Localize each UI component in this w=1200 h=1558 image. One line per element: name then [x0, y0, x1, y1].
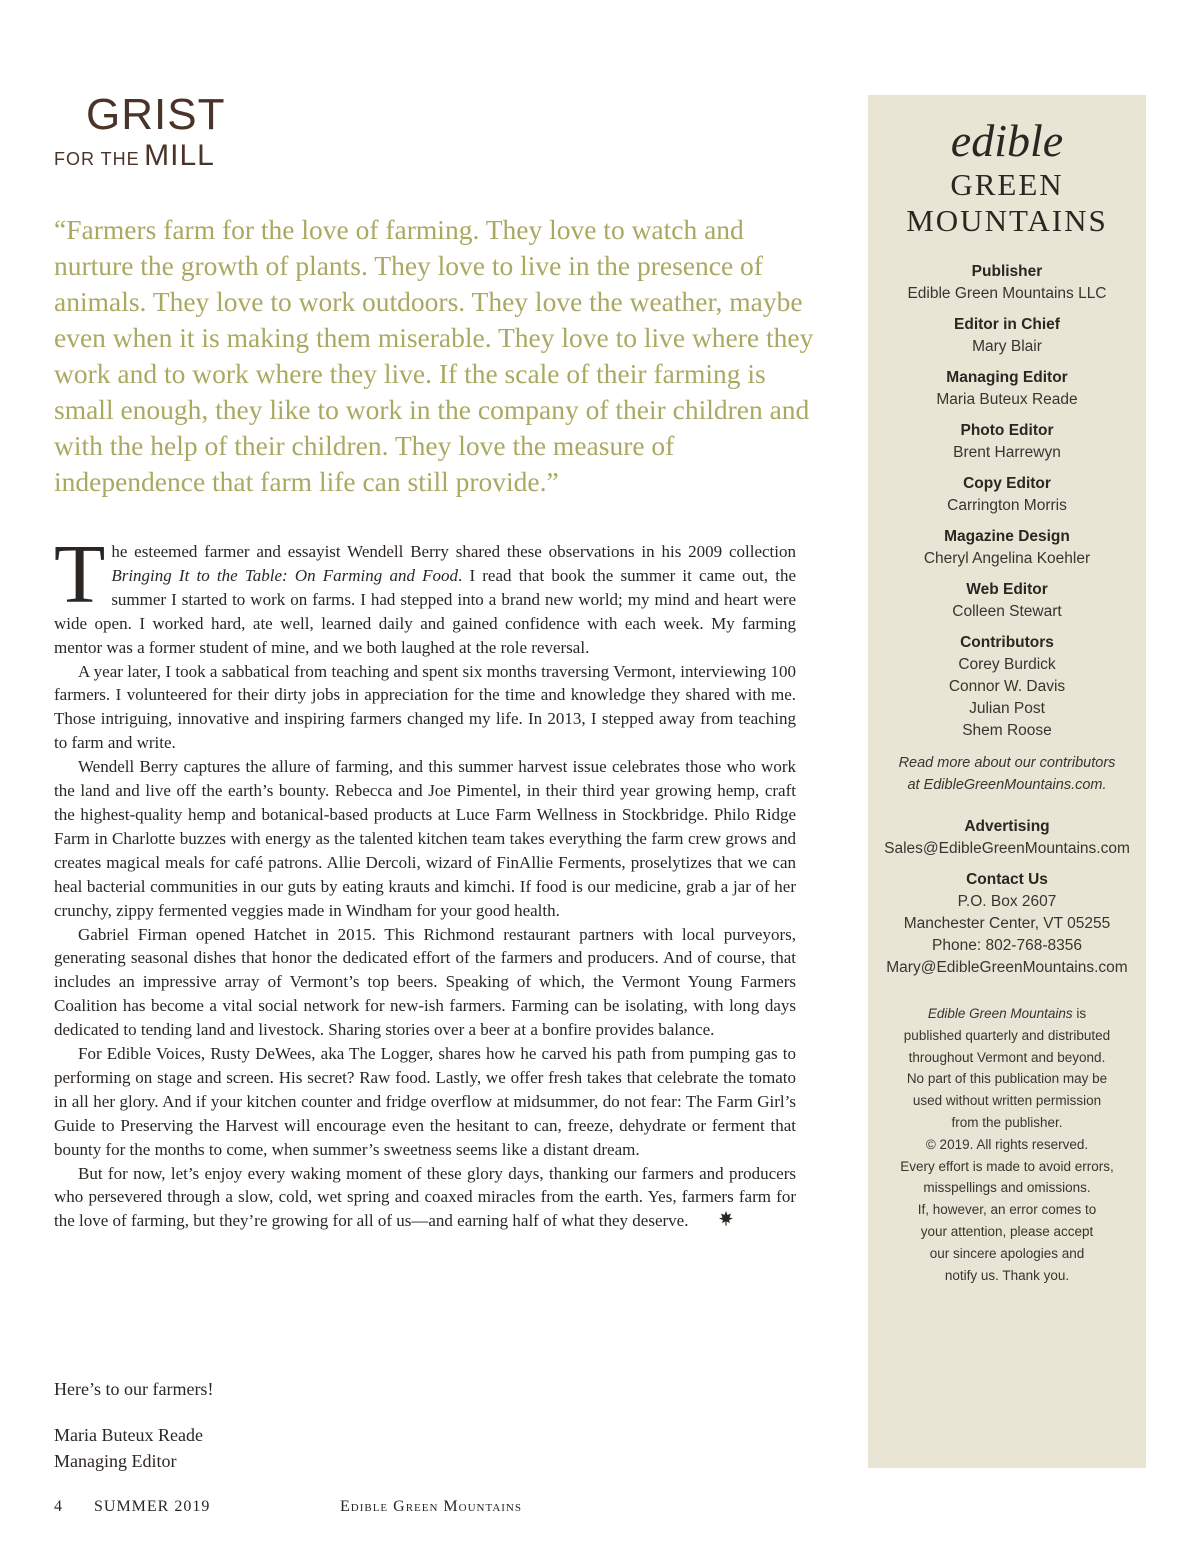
staff-role [868, 314, 1146, 358]
section-subtitle [54, 136, 215, 181]
contact-block [868, 869, 1146, 979]
staff-role [868, 473, 1146, 517]
staff-role [868, 579, 1146, 623]
masthead-green: GREEN [950, 167, 1064, 202]
magazine-name: Edible Green Mountains [340, 1498, 522, 1515]
paragraph-6 [54, 1162, 796, 1234]
paragraph-1 [54, 528, 796, 660]
disclaimer-line: misspellings and omissions. [923, 1180, 1091, 1196]
page-footer [54, 1498, 754, 1522]
contributors-note-link[interactable]: at EdibleGreenMountains.com. [907, 777, 1107, 793]
book-title: Bringing It to the Table: On Farming and Food [111, 565, 459, 585]
contact-email[interactable]: Mary@EdibleGreenMountains.com [886, 959, 1128, 976]
disclaimer-line: our sincere apologies and [929, 1245, 1085, 1261]
disclaimer-line: your attention, please accept [920, 1223, 1094, 1239]
disclaimer-line: throughout Vermont and beyond. [908, 1049, 1106, 1065]
role-name: Edible Green Mountains LLC [907, 285, 1107, 302]
contributor-name: Julian Post [969, 700, 1045, 717]
advertising-block [868, 816, 1146, 860]
advertising-title: Advertising [964, 818, 1050, 835]
role-title: Copy Editor [963, 475, 1051, 492]
staff-role [868, 367, 1146, 411]
staff-role [868, 526, 1146, 570]
paragraph-4: Gabriel Firman opened Hatchet in 2015. This Richmond restaurant partners with local purveyors, generating seasonal dishes that honor the dedicated effort of the farmers and producers. And of course, that includes an impressive array of Vermont’s top beers. Speaking of which, the Vermont Young Farmers Coalition has become a vital social network for new-ish farmers. Farming can be isolating, with long days dedicated to tending land and livestock. Sharing stories over a beer at a bonfire provides balance. [54, 924, 796, 1040]
role-name: Colleen Stewart [952, 603, 1062, 620]
signature-role: Managing Editor [54, 1451, 177, 1471]
paragraph-2: A year later, I took a sabbatical from teaching and spent six months traversing Vermont, interviewing 100 farmers. I volunteered for their dirty jobs in appreciation for the time and knowledge they shared with me. Those intriguing, innovative and inspiring farmers changed my life. In 2013, I stepped away from teaching to farm and write. [54, 661, 796, 753]
page-number: 4 [54, 1498, 62, 1515]
paragraph-6-text: But for now, let’s enjoy every waking moment of these glory days, thanking our farmers and producers who persevered through a slow, cold, wet spring and coaxed miracles from the earth. Yes, farmers farm for the love of farming, but they’re growing for all of us—and earning half of what they deserve. [54, 1163, 796, 1231]
contact-city: Manchester Center, VT 05255 [903, 915, 1111, 932]
disclaimer-line: from the publisher. [951, 1114, 1063, 1130]
staff-role [868, 261, 1146, 305]
masthead-edible: edible [950, 115, 1064, 166]
role-title: Contributors [960, 634, 1054, 651]
contributor-name: Shem Roose [962, 722, 1052, 739]
contributors-note-line: Read more about our contributors [898, 755, 1116, 771]
disclaimer-line [888, 1003, 1126, 1025]
issue-season: SUMMER 2019 [94, 1498, 211, 1515]
role-title: Web Editor [966, 581, 1048, 598]
drop-cap: T [54, 528, 106, 621]
disclaimer-line: © 2019. All rights reserved. [925, 1136, 1089, 1152]
role-name: Maria Buteux Reade [936, 391, 1078, 408]
pull-quote [54, 212, 814, 500]
closing-salute: Here’s to our farmers! [54, 1379, 214, 1399]
pull-quote-text: “Farmers farm for the love of farming. They love to watch and nurture the growth of plants. They love to live in the presence of animals. They love to work outdoors. They love the weather, maybe even when it is making them miserable. They love to live where they work and to work where they live. If the scale of their farming is small enough, they like to work in the company of their children and with the help of their children. They love the measure of independence that farm life can still provide.” [54, 214, 814, 497]
disclaimer-text: is [1072, 1006, 1087, 1021]
role-title: Photo Editor [960, 422, 1054, 439]
section-subtitle-small: FOR THE [54, 149, 140, 169]
role-name: Mary Blair [972, 338, 1042, 355]
signature-name: Maria Buteux Reade [54, 1425, 203, 1445]
staff-role [868, 632, 1146, 742]
disclaimer-line: Every effort is made to avoid errors, [900, 1158, 1114, 1174]
section-subtitle-big: MILL [144, 139, 215, 172]
contributors-note [868, 752, 1146, 796]
closing [54, 1376, 554, 1474]
role-name: Brent Harrewyn [953, 444, 1061, 461]
section-title: GRIST [86, 90, 226, 139]
contact-title: Contact Us [966, 871, 1048, 888]
disclaimer-line: If, however, an error comes to [917, 1202, 1097, 1218]
paragraph-1-text-b: . I read that book the summer it came out, the summer I started to work on farms. I had stepped into a brand new world; my mind and heart were wide open. I worked hard, ate well, learned daily and gained confidence with each week. My farming mentor was a former student of mine, and we both laughed at the role reversal. [54, 565, 796, 657]
advertising-email[interactable]: Sales@EdibleGreenMountains.com [884, 840, 1130, 857]
role-name: Cheryl Angelina Koehler [923, 550, 1091, 567]
role-title: Managing Editor [946, 369, 1068, 386]
contact-po-box: P.O. Box 2607 [957, 893, 1057, 910]
role-title: Publisher [971, 263, 1043, 280]
staff-list [868, 261, 1146, 742]
role-name: Carrington Morris [947, 497, 1067, 514]
paragraph-3: Wendell Berry captures the allure of farming, and this summer harvest issue celebrates those who work the land and live off the earth’s bounty. Rebecca and Joe Pimentel, in their third year growing hemp, craft the highest-quality hemp and botanical-based products at Luce Farm Wellness in Stockbridge. Philo Ridge Farm in Charlotte buzzes with energy as the talented kitchen team takes everything the farm crew grows and creates magical meals for café patrons. Allie Dercoli, wizard of FinAllie Ferments, proselytizes that we can heal bacterial communities in our guts by eating krauts and kimchi. If food is our medicine, grab a jar of her crunchy, zippy fermented veggies made in Windham for your good health. [54, 757, 796, 920]
masthead-sidebar [868, 95, 1146, 1468]
article-body [54, 528, 796, 1233]
contributor-name: Corey Burdick [958, 656, 1056, 673]
disclaimer-magazine-name: Edible Green Mountains [927, 1006, 1073, 1021]
disclaimer-line: notify us. Thank you. [944, 1267, 1070, 1283]
masthead-mountains: MOUNTAINS [906, 203, 1108, 238]
contributor-name: Connor W. Davis [948, 678, 1066, 695]
leaf-icon [694, 1209, 734, 1233]
disclaimer-line: used without written permission [912, 1093, 1102, 1109]
paragraph-1-text-a: he esteemed farmer and essayist Wendell Berry shared these observations in his 2009 collection [111, 542, 796, 561]
role-title: Magazine Design [944, 528, 1070, 545]
role-title: Editor in Chief [954, 316, 1060, 333]
disclaimer-line: No part of this publication may be [906, 1071, 1108, 1087]
disclaimer [888, 1003, 1126, 1286]
staff-role [868, 420, 1146, 464]
disclaimer-line: published quarterly and distributed [903, 1027, 1111, 1043]
contact-phone[interactable]: Phone: 802-768-8356 [932, 937, 1082, 954]
paragraph-5: For Edible Voices, Rusty DeWees, aka The Logger, shares how he carved his path from pumping gas to performing on stage and screen. His secret? Raw food. Lastly, we offer fresh takes that celebrate the tomato in all her glory. And if your kitchen counter and fridge overflow at midsummer, do not fear: The Farm Girl’s Guide to Preserving the Harvest will encourage even the hesitant to can, freeze, dehydrate or ferment that bounty for the months to come, when summer’s sweetness seems like a distant dream. [54, 1044, 796, 1159]
